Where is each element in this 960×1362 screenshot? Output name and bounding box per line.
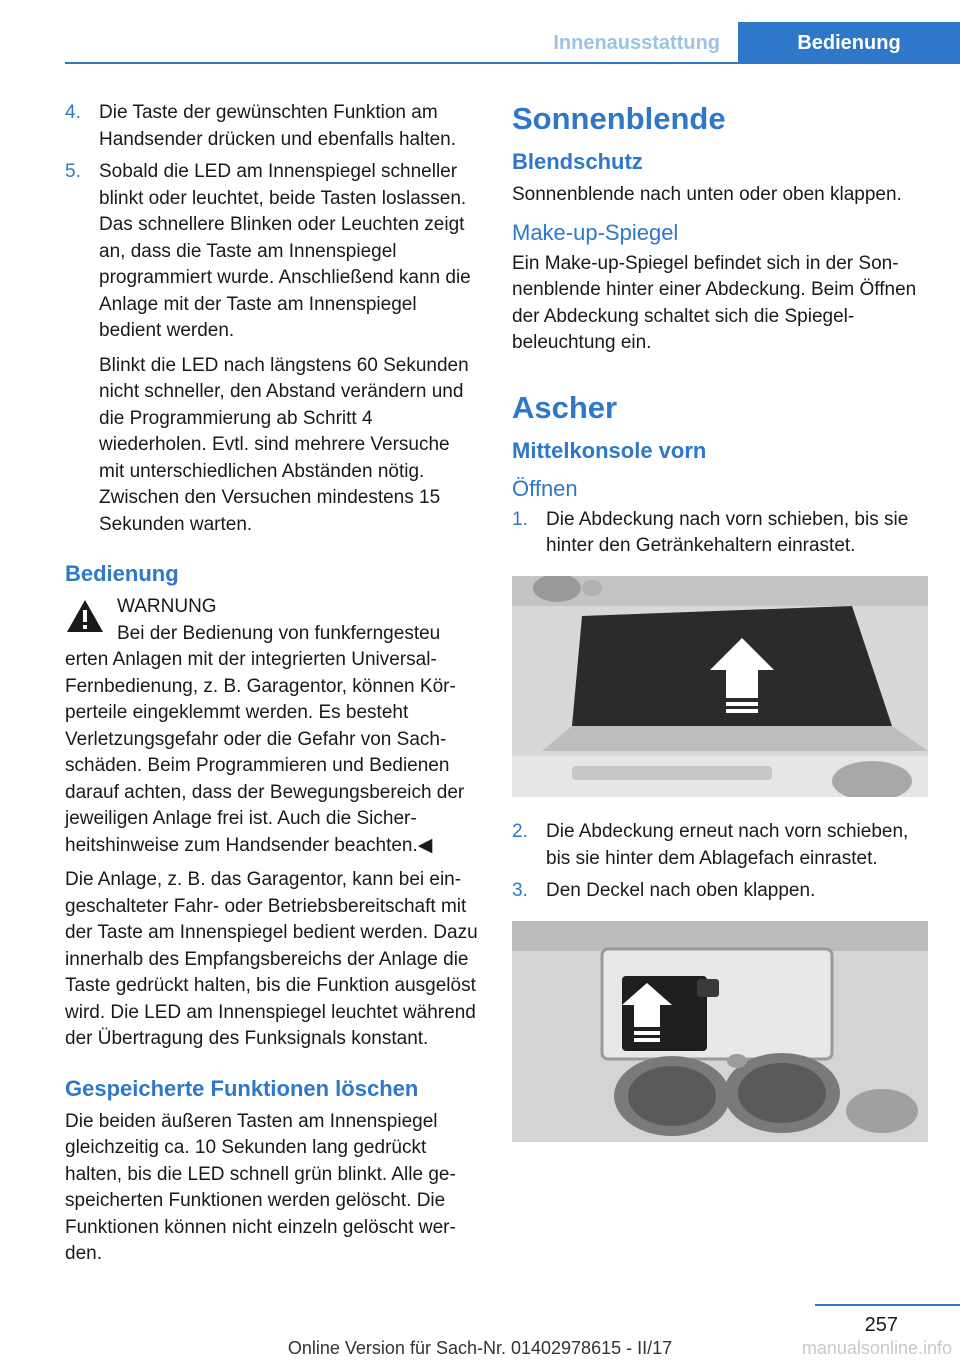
right-column: [512, 100, 928, 1164]
warning-label: WARNUNG: [117, 596, 217, 617]
list-item-5: [65, 159, 478, 345]
warning-triangle-icon: [65, 598, 105, 634]
heading-oeffnen: Öffnen: [512, 475, 578, 501]
warning-block: [65, 594, 478, 859]
operation-paragraph: Die Anlage, z. B. das Garagentor, kann bei eingeschalteter Fahr- oder Betriebsbereitschaft mit der Taste am Innenspiegel bedient werden. Dazu innerhalb des Empfangsbereichs der Anlage die Taste gedrückt halten, bis die Funktion ausgelöst wird. Die LED am Innenspiegel leuchtet während der Übertragung des Funksignals konstant.: [65, 869, 478, 1049]
step-2: [512, 819, 928, 872]
list-number: 3.: [512, 880, 528, 901]
console-cover-photo: [512, 576, 928, 797]
heading-blendschutz: Blendschutz: [512, 149, 643, 174]
list-text: Die Abdeckung nach vorn schieben, bis sie hinter den Getränkehaltern einrastet.: [546, 508, 909, 556]
step-1: [512, 507, 928, 560]
list-text: Sobald die LED am Innenspiegel schneller blinkt oder leuchtet, beide Tasten loslassen. Das schnellere Blinken oder Leuchten zeigt an, dass die Taste am Innenspiegel programmiert wurde. Anschließend kann die Anlage mit der Taste am Innenspiegel bedient werden.: [99, 161, 471, 341]
list-number: 2.: [512, 821, 528, 842]
heading-bedienung: Bedienung: [65, 561, 179, 586]
warning-text: erten Anlagen mit der integrierten Universal-Fernbedienung, z. B. Garagentor, können Körperteile eingeklemmt werden. Es besteht Verletzungsgefahr oder die Gefahr von Sachschäden. Beim Programmieren und Bedienen darauf achten, dass der Bewegungsbereich der jeweiligen Anlage frei ist. Auch die Sicherheitshinweise zum Handsender beachten.◀: [65, 649, 465, 856]
watermark: manualsonline.info: [801, 1338, 952, 1358]
list-text: Den Deckel nach oben klappen.: [546, 880, 816, 901]
ashtray-photo: [512, 921, 928, 1142]
list-number: 4.: [65, 102, 81, 123]
list-text: Die Taste der gewünschten Funktion am Handsender drücken und ebenfalls halten.: [99, 102, 457, 150]
heading-sonnenblende: Sonnenblende: [512, 101, 726, 136]
list-number: 1.: [512, 508, 528, 530]
list-text: Die Abdeckung erneut nach vorn schieben, bis sie hinter dem Ablagefach einrastet.: [546, 821, 909, 869]
list-number: 5.: [65, 161, 81, 182]
heading-makeup-spiegel: Make-up-Spiegel: [512, 219, 679, 245]
left-column: [65, 100, 478, 1276]
online-version-note: Online Version für Sach-Nr. 01402978615 - II/17: [287, 1338, 673, 1358]
makeup-text: Ein Make-up-Spiegel befindet sich in der Sonnenblende hinter einer Abdeckung. Beim Öffnen der Abdeckung schaltet sich die Spiegelbeleuchtung ein.: [512, 252, 917, 353]
step-3: [512, 878, 928, 905]
list-item-4: [65, 100, 478, 153]
heading-ascher: Ascher: [512, 389, 618, 425]
footer-rule: [815, 1304, 960, 1306]
heading-delete-functions: Gespeicherte Funktionen löschen: [65, 1075, 419, 1101]
header-section-label: Innenausstattung: [553, 32, 720, 54]
delete-paragraph: Die beiden äußeren Tasten am Innenspiegel gleichzeitig ca. 10 Sekunden lang gedrückt halten, bis die LED schnell grün blinkt. Alle gespeicherten Funktionen werden gelöscht. Die Funktionen können nicht einzeln gelöscht werden.: [65, 1110, 456, 1264]
list-item-5-note: Blinkt die LED nach längstens 60 Sekunden nicht schneller, den Abstand verändern und die Programmierung ab Schritt 4 wiederholen. Evtl. sind mehrere Versuche mit unterschiedlichen Abständen nötig. Zwischen den Versuchen mindestens 15 Sekunden warten.: [99, 354, 469, 535]
blendschutz-text: Sonnenblende nach unten oder oben klappen.: [512, 184, 902, 205]
page-number: 257: [864, 1314, 898, 1336]
warning-first-line: Bei der Bedienung von funkferngesteu: [117, 622, 441, 644]
header-tab-bedienung: Bedienung: [738, 22, 960, 64]
heading-mittelkonsole: Mittelkonsole vorn: [512, 437, 707, 463]
